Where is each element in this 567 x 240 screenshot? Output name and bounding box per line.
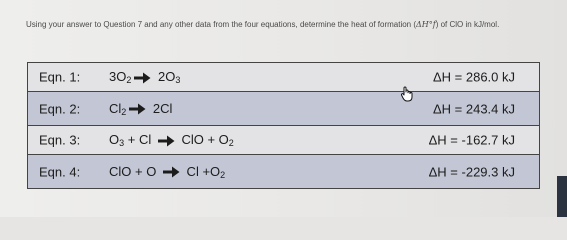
right-arrow-icon bbox=[134, 72, 151, 84]
formula-text: Cl +O bbox=[182, 163, 221, 179]
question-text-after: ) of ClO in kJ/mol. bbox=[435, 20, 500, 29]
equation-row bbox=[28, 63, 539, 92]
subscript: 2 bbox=[228, 138, 234, 148]
formula-text: 2O bbox=[154, 69, 176, 84]
question-text-before: Using your answer to Question 7 and any other data from the four equations, determine the heat of formation ( bbox=[26, 20, 416, 29]
equation-label: Eqn. 2: bbox=[39, 101, 81, 116]
enthalpy-value: ΔH = -229.3 kJ bbox=[428, 164, 515, 179]
equation-label: Eqn. 1: bbox=[39, 69, 81, 85]
subscript: 2 bbox=[126, 75, 132, 85]
equation-reaction bbox=[109, 101, 172, 117]
equation-row bbox=[28, 126, 539, 155]
enthalpy-value: ΔH = -162.7 kJ bbox=[428, 132, 515, 148]
subscript: 3 bbox=[175, 75, 181, 85]
subscript: 2 bbox=[220, 169, 226, 180]
formula-text: 2Cl bbox=[149, 100, 173, 116]
heat-of-formation-symbol: ΔH°f bbox=[416, 20, 436, 29]
subscript: 2 bbox=[121, 106, 127, 117]
enthalpy-value: ΔH = 286.0 kJ bbox=[432, 69, 515, 85]
formula-text: O bbox=[109, 132, 120, 147]
equation-reaction bbox=[109, 132, 234, 148]
equation-row bbox=[28, 155, 539, 189]
formula-text: + Cl bbox=[124, 132, 155, 147]
right-arrow-icon bbox=[158, 135, 175, 147]
right-arrow-icon bbox=[163, 166, 180, 178]
equation-reaction bbox=[109, 164, 225, 180]
equation-label: Eqn. 3: bbox=[39, 132, 81, 148]
formula-text: Cl bbox=[109, 100, 122, 116]
formula-text: ClO + O bbox=[177, 132, 229, 147]
equations-table bbox=[27, 62, 540, 189]
equation-row bbox=[28, 92, 539, 126]
scrollbar[interactable] bbox=[557, 176, 567, 217]
equation-reaction bbox=[109, 69, 180, 85]
question-text bbox=[26, 18, 546, 31]
enthalpy-value: ΔH = 243.4 kJ bbox=[432, 101, 515, 116]
formula-text: ClO + O bbox=[109, 163, 160, 179]
equation-label: Eqn. 4: bbox=[39, 164, 81, 179]
hand-pointer-icon bbox=[400, 86, 414, 107]
subscript: 3 bbox=[119, 138, 125, 148]
right-arrow-icon bbox=[129, 103, 146, 115]
formula-text: 3O bbox=[109, 69, 127, 84]
